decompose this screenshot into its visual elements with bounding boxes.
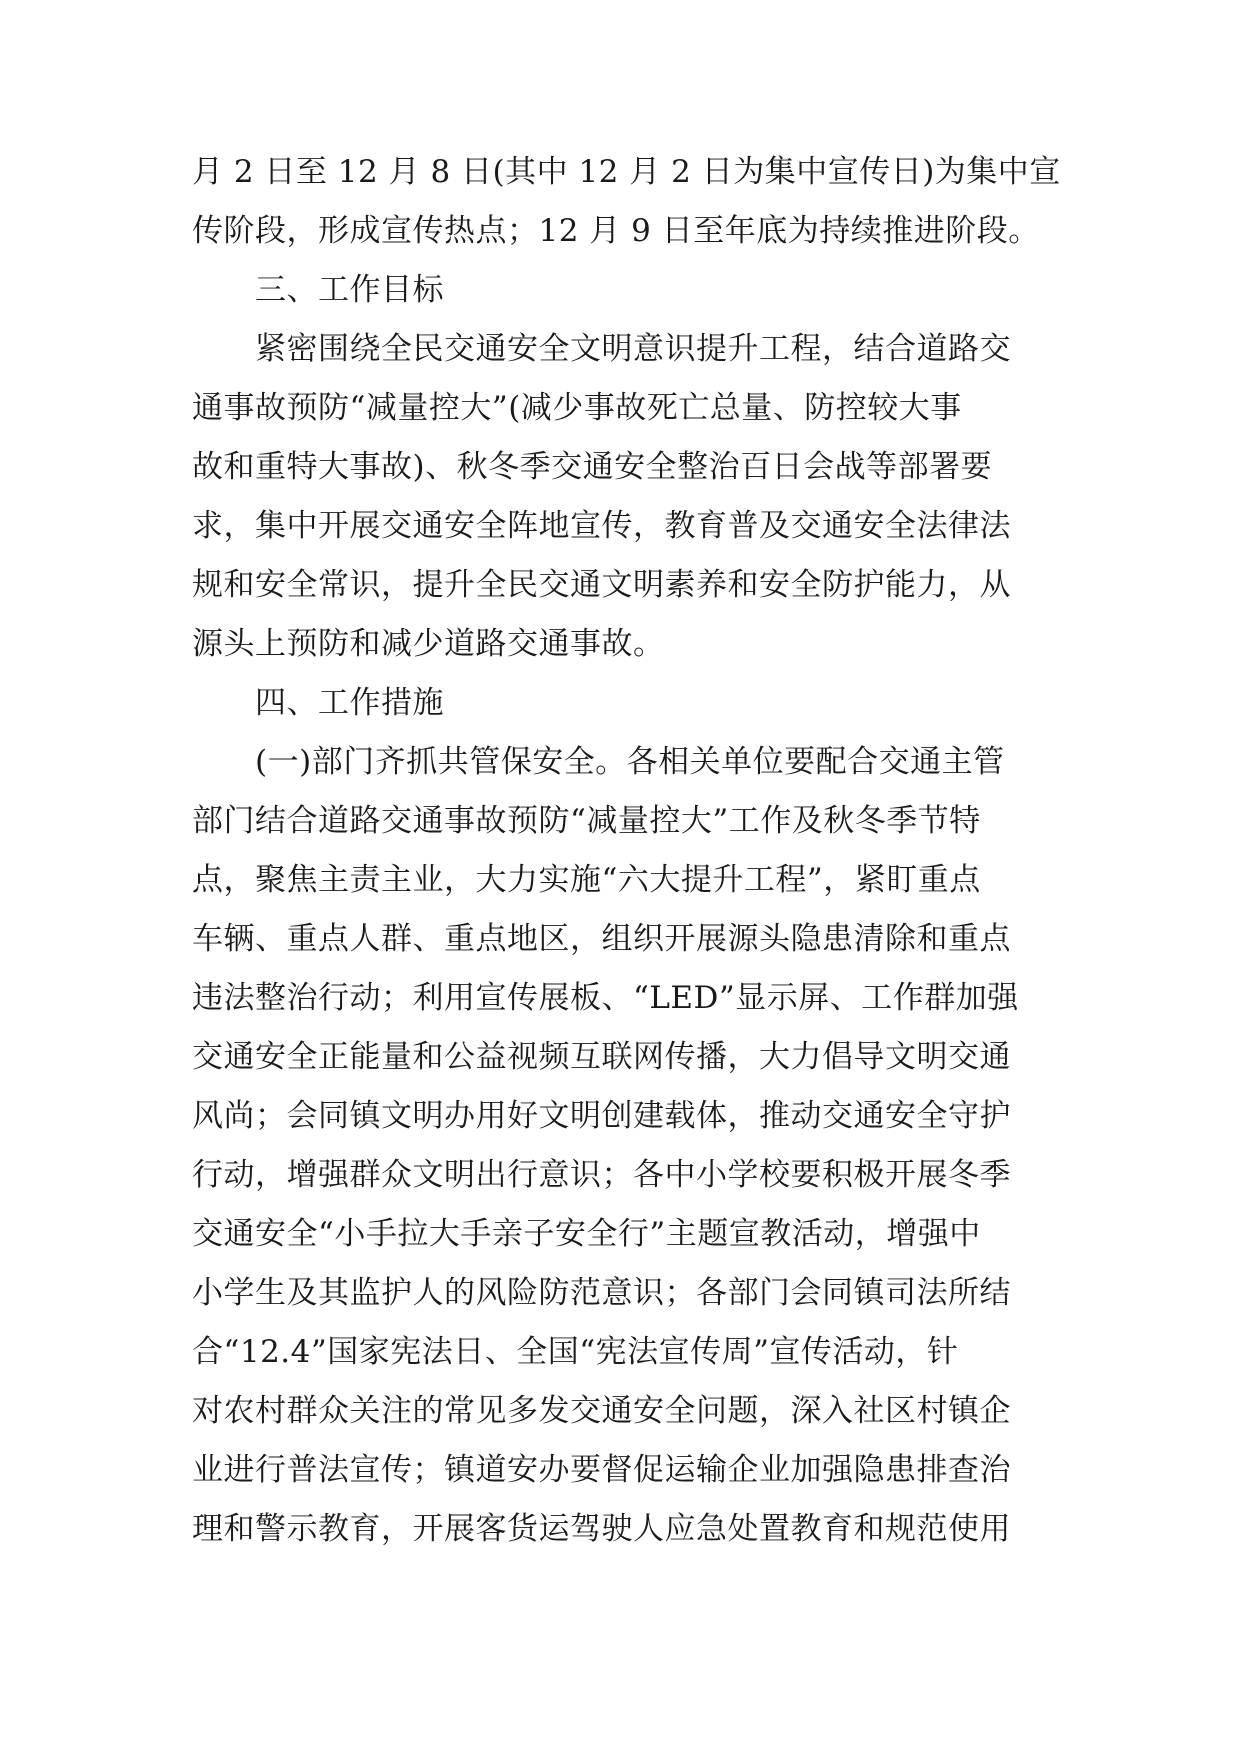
section-heading: 三、工作目标 bbox=[255, 272, 444, 308]
text-line: 业进行普法宣传；镇道安办要督促运输企业加强隐患排查治 bbox=[192, 1452, 1011, 1488]
text-line: 求，集中开展交通安全阵地宣传，教育普及交通安全法律法 bbox=[192, 508, 1011, 544]
text-line: 规和安全常识，提升全民交通文明素养和安全防护能力，从 bbox=[192, 567, 1011, 603]
text-line: 交通安全“小手拉大手亲子安全行”主题宣教活动，增强中 bbox=[192, 1216, 981, 1252]
text-line: 故和重特大事故)、秋冬季交通安全整治百日会战等部署要 bbox=[192, 449, 993, 485]
text-line: (一)部门齐抓共管保安全。各相关单位要配合交通主管 bbox=[255, 744, 1005, 780]
text-line: 对农村群众关注的常见多发交通安全问题，深入社区村镇企 bbox=[192, 1393, 1011, 1429]
text-line: 部门结合道路交通事故预防“减量控大”工作及秋冬季节特 bbox=[192, 803, 981, 839]
text-line: 紧密围绕全民交通安全文明意识提升工程，结合道路交 bbox=[255, 331, 1011, 367]
text-line: 源头上预防和减少道路交通事故。 bbox=[192, 626, 665, 662]
text-line: 行动，增强群众文明出行意识；各中小学校要积极开展冬季 bbox=[192, 1157, 1011, 1193]
text-line: 通事故预防“减量控大”(减少事故死亡总量、防控较大事 bbox=[192, 390, 962, 426]
text-line: 理和警示教育，开展客货运驾驶人应急处置教育和规范使用 bbox=[192, 1511, 1011, 1547]
text-line: 交通安全正能量和公益视频互联网传播，大力倡导文明交通 bbox=[192, 1039, 1011, 1075]
text-line: 小学生及其监护人的风险防范意识；各部门会同镇司法所结 bbox=[192, 1275, 1011, 1311]
text-line: 风尚；会同镇文明办用好文明创建载体，推动交通安全守护 bbox=[192, 1098, 1011, 1134]
text-line: 车辆、重点人群、重点地区，组织开展源头隐患清除和重点 bbox=[192, 921, 1011, 957]
text-line: 合“12.4”国家宪法日、全国“宪法宣传周”宣传活动，针 bbox=[192, 1334, 959, 1370]
text-line: 点，聚焦主责主业，大力实施“六大提升工程”，紧盯重点 bbox=[192, 862, 981, 898]
text-line: 月 2 日至 12 月 8 日(其中 12 月 2 日为集中宣传日)为集中宣 bbox=[192, 154, 1061, 190]
section-heading: 四、工作措施 bbox=[255, 685, 444, 721]
text-line: 违法整治行动；利用宣传展板、“LED”显示屏、工作群加强 bbox=[192, 980, 1019, 1016]
text-line: 传阶段，形成宣传热点；12 月 9 日至年底为持续推进阶段。 bbox=[192, 213, 1040, 249]
